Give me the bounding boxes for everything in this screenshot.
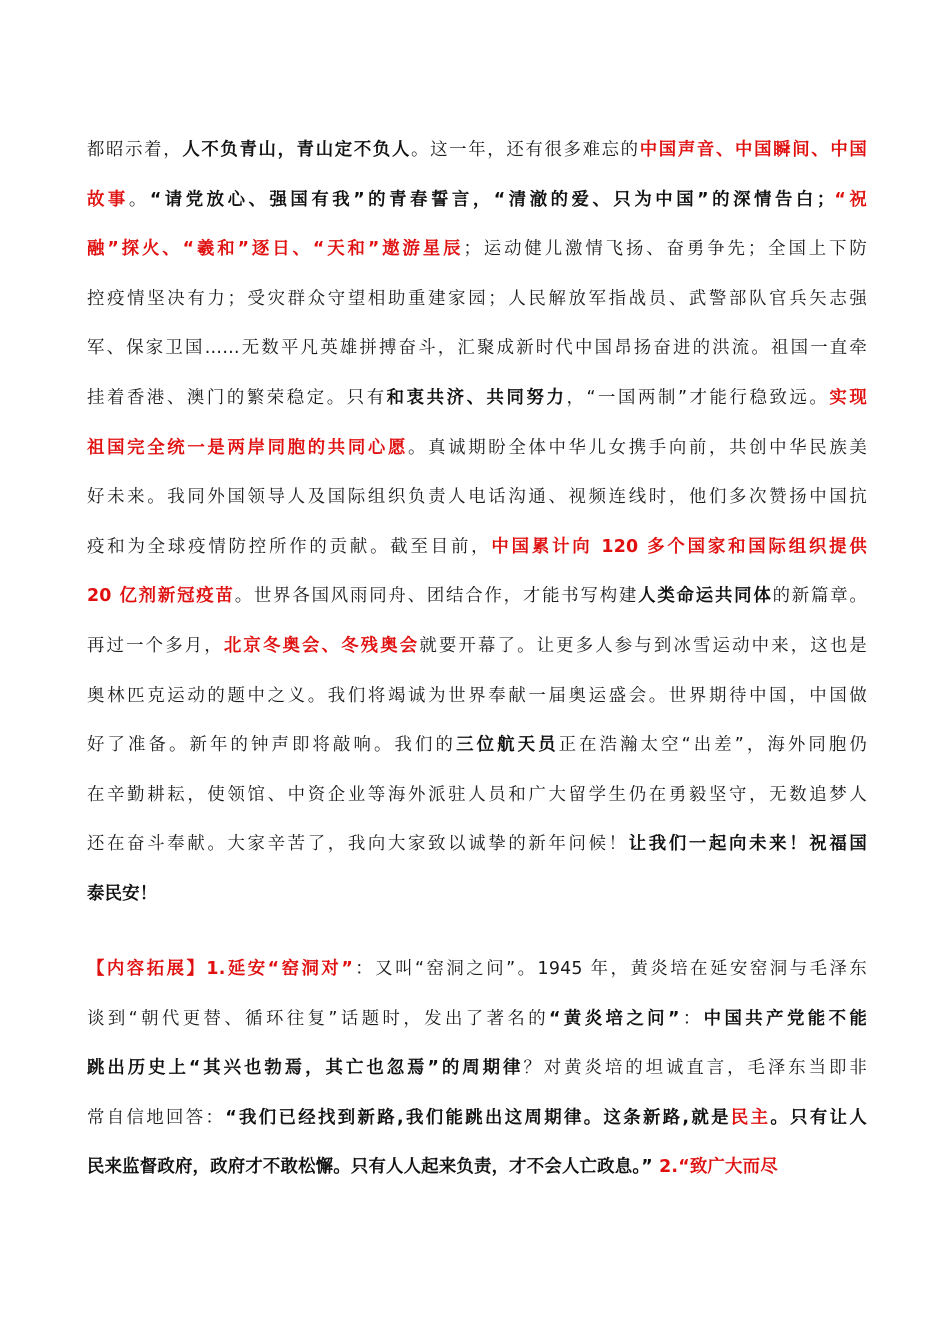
text-line: [87, 1094, 867, 1144]
text-line: [87, 126, 867, 176]
body-text: 都昭示着，: [87, 140, 183, 160]
body-text: ：: [679, 1008, 704, 1029]
text-line: [87, 820, 867, 870]
text-line: [87, 572, 867, 622]
body-text: 谈到“朝代更替、循环往复”话题时，发出了著名的: [87, 1008, 550, 1029]
text-line: [87, 424, 867, 474]
bold-text: “黄炎培之问”: [549, 1008, 680, 1029]
text-line: [87, 622, 867, 672]
text-line: [87, 945, 867, 995]
bold-text: 和衷共济、共同努力: [386, 387, 567, 408]
body-text: ；运动健儿激情飞扬、奋勇争先；全国上下防: [463, 239, 867, 260]
bold-text: 跳出历史上“其兴也勃焉，其亡也忽焉”的周期律: [87, 1058, 524, 1079]
body-text: 常自信地回答：: [87, 1107, 226, 1128]
bold-text: 泰民安！: [87, 883, 158, 904]
body-text: ：又叫“窑洞之问”。1945 年，黄炎培在延安窑洞与毛泽东: [352, 959, 867, 979]
text-line: [87, 473, 867, 523]
body-text: 。这一年，还有很多难忘的: [411, 140, 640, 160]
text-line: [87, 275, 867, 325]
text-line: [87, 176, 867, 226]
text-line: [87, 771, 867, 821]
body-text: 挂着香港、澳门的繁荣稳定。只有: [87, 387, 387, 408]
highlight-red-text: 融”探火、“羲和”逐日、“天和”遨游星辰: [87, 239, 464, 260]
bold-text: 三位航天员: [456, 735, 559, 756]
body-text: 正在浩瀚太空“出差”，海外同胞仍: [558, 735, 867, 756]
body-text: 再过一个多月，: [87, 635, 224, 656]
highlight-red-text: 【内容拓展】1.延安“窑洞对”: [87, 959, 353, 979]
bold-text: 。只有让人: [770, 1107, 867, 1128]
body-text: 还在奋斗奉献。大家辛苦了，我向大家致以诚挚的新年问候！: [87, 834, 629, 855]
text-line: [87, 374, 867, 424]
text-line: [87, 672, 867, 722]
body-text: 控疫情坚决有力；受灾群众守望相助重建家园；人民解放军指战员、武警部队官兵矢志强: [87, 288, 867, 309]
text-line: [87, 523, 867, 573]
highlight-red-text: 2.“致广大而尽: [652, 1157, 778, 1178]
text-line: [87, 995, 867, 1045]
text-line: [87, 1143, 867, 1193]
speech-paragraph: [87, 126, 867, 920]
highlight-red-text: 祖国完全统一是两岸同胞的共同心愿: [87, 437, 409, 458]
body-text: 。: [128, 189, 150, 210]
body-text: ，“一国两制”才能行稳致远。: [566, 387, 830, 408]
bold-text: 人类命运共同体: [638, 586, 773, 607]
text-line: [87, 1044, 867, 1094]
highlight-red-text: 民主: [730, 1107, 771, 1128]
highlight-red-text: 北京冬奥会、冬残奥会: [223, 635, 420, 656]
text-line: [87, 721, 867, 771]
bold-text: 人不负青山，青山定不负人: [182, 140, 412, 160]
bold-text: “请党放心、强国有我”的青春誓言，“清澈的爱、只为中国”的深情告白；: [149, 189, 835, 210]
highlight-red-text: 20 亿剂新冠疫苗: [87, 586, 235, 607]
body-text: 奥林匹克运动的题中之义。我们将竭诚为世界奉献一届奥运盛会。世界期待中国，中国做: [87, 685, 867, 706]
body-text: ？对黄炎培的坦诚直言，毛泽东当即非: [523, 1058, 867, 1079]
text-line: [87, 225, 867, 275]
highlight-red-text: 中国声音、中国瞬间、中国: [639, 140, 867, 160]
bold-text: “我们已经找到新路,我们能跳出这周期律。这条新路,就是: [225, 1107, 731, 1128]
bold-text: 民来监督政府，政府才不敢松懈。只有人人起来负责，才不会人亡政息。”: [87, 1157, 653, 1178]
body-text: 疫和为全球疫情防控所作的贡献。截至目前，: [87, 536, 492, 557]
highlight-red-text: 故事: [87, 189, 129, 210]
body-text: 军、保家卫国……无数平凡英雄拼搏奋斗，汇聚成新时代中国昂扬奋进的洪流。祖国一直牵: [87, 338, 867, 359]
body-text: 。世界各国风雨同舟、团结合作，才能书写构建: [234, 586, 639, 607]
highlight-red-text: “祝: [834, 189, 867, 210]
highlight-red-text: 实现: [829, 387, 867, 408]
text-line: [87, 870, 867, 920]
bold-text: 中国共产党能不能: [703, 1008, 867, 1029]
content-extension-paragraph: [87, 945, 867, 1193]
bold-text: 让我们一起向未来！祝福国: [628, 834, 867, 855]
body-text: 在辛勤耕耘，使领馆、中资企业等海外派驻人员和广大留学生仍在勇毅坚守，无数追梦人: [87, 784, 867, 805]
body-text: 。真诚期盼全体中华儿女携手向前，共创中华民族美: [408, 437, 867, 458]
body-text: 好了准备。新年的钟声即将敲响。我们的: [87, 735, 457, 756]
text-line: [87, 324, 867, 374]
highlight-red-text: 中国累计向 120 多个国家和国际组织提供: [491, 536, 867, 557]
body-text: 就要开幕了。让更多人参与到冰雪运动中来，这也是: [419, 635, 867, 656]
body-text: 的新篇章。: [772, 586, 867, 607]
body-text: 好未来。我同外国领导人及国际组织负责人电话沟通、视频连线时，他们多次赞扬中国抗: [87, 487, 867, 508]
